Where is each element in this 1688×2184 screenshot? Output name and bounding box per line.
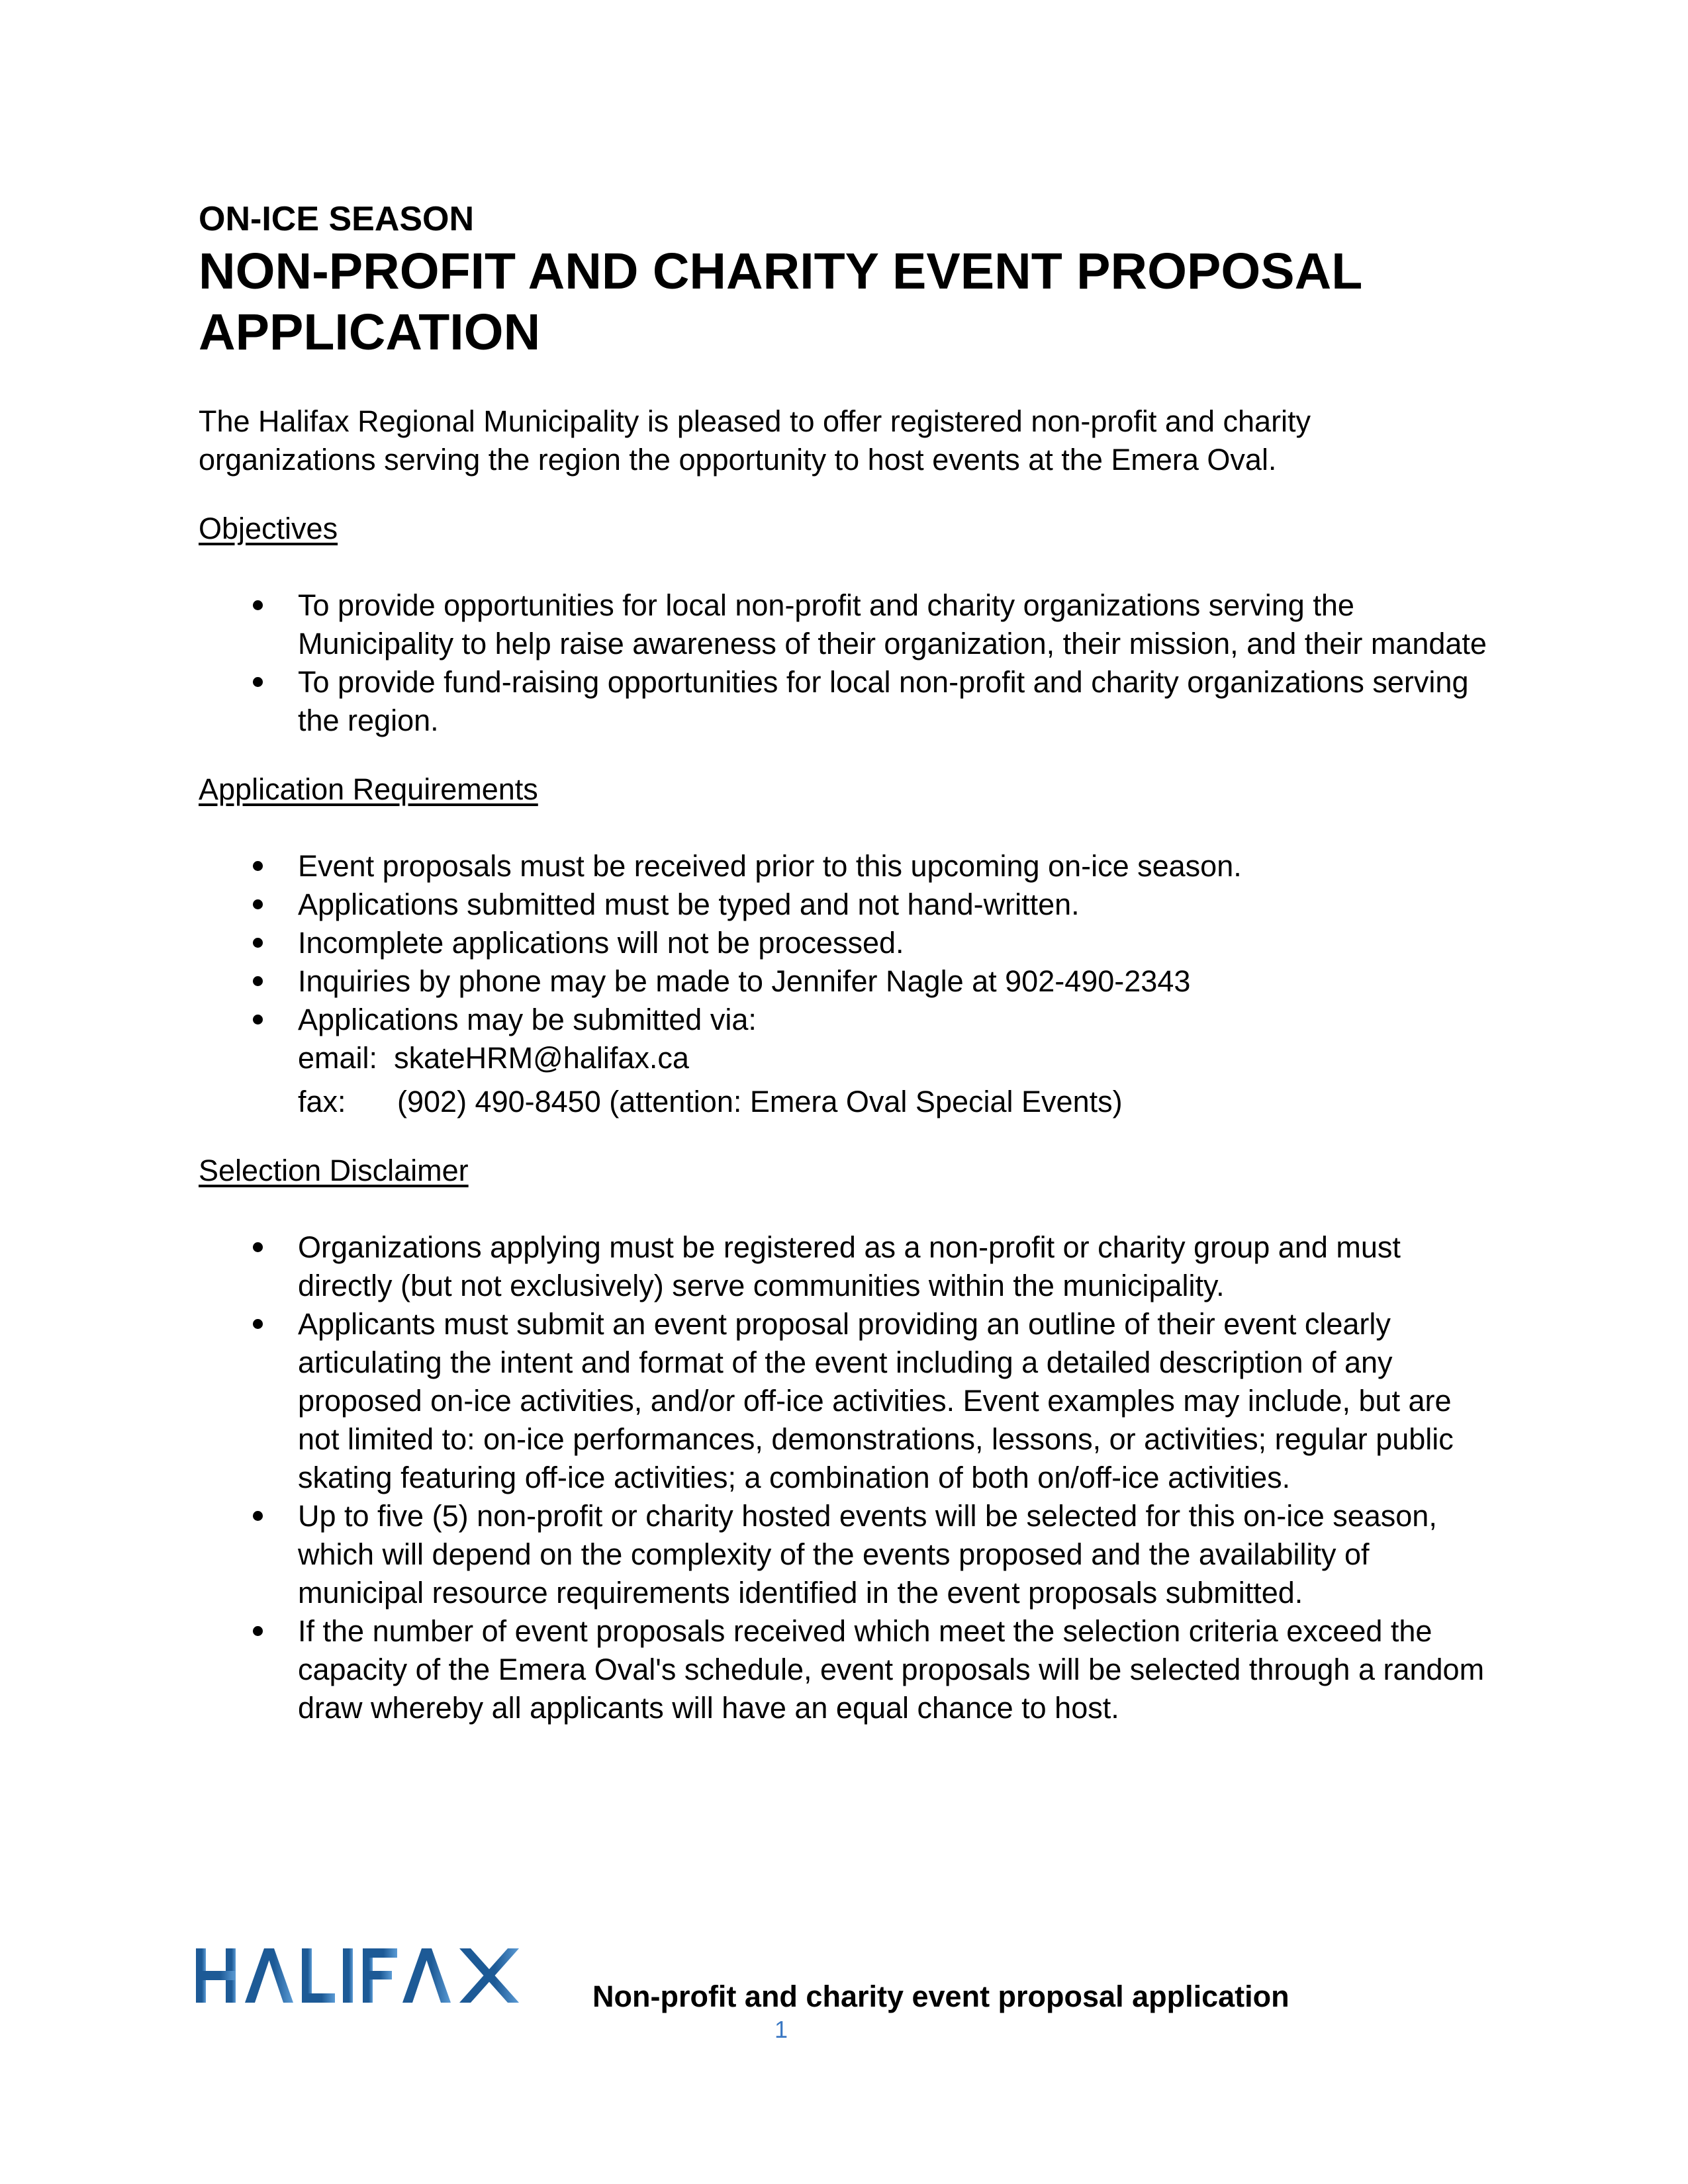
bullet-icon <box>253 899 263 909</box>
list-item <box>199 1305 1496 1497</box>
page-content <box>199 199 1496 1727</box>
bullet-icon <box>253 976 263 986</box>
list-item <box>199 586 1496 663</box>
list-item <box>199 1001 1496 1121</box>
requirements-heading: Application Requirements <box>199 772 538 806</box>
list-item-text: Up to five (5) non-profit or charity hosted events will be selected for this on-ice season, which will depend on the complexity of the events proposed and the availability of municipal resource requirements identified in the event proposals submitted. <box>298 1499 1437 1610</box>
document-supertitle: ON-ICE SEASON <box>199 200 475 238</box>
list-item <box>199 924 1496 962</box>
fax-number: (902) 490-8450 (attention: Emera Oval Special Events) <box>397 1085 1123 1118</box>
bullet-icon <box>253 1626 263 1636</box>
disclaimer-list <box>199 1228 1496 1727</box>
bullet-icon <box>253 1015 263 1024</box>
list-item <box>199 663 1496 740</box>
intro-paragraph: The Halifax Regional Municipality is pleased to offer registered non-profit and charity organizations serving the region the opportunity to host events at the Emera Oval. <box>199 404 1311 477</box>
bullet-icon <box>253 1319 263 1329</box>
list-item <box>199 886 1496 924</box>
bullet-icon <box>253 1242 263 1252</box>
bullet-icon <box>253 600 263 610</box>
list-item <box>199 962 1496 1001</box>
fax-label: fax: <box>298 1085 346 1118</box>
fax-line <box>298 1083 1496 1121</box>
list-item-text: Applications may be submitted via: <box>298 1003 757 1036</box>
bullet-icon <box>253 861 263 871</box>
halifax-logo <box>196 1946 520 2005</box>
disclaimer-heading: Selection Disclaimer <box>199 1154 469 1187</box>
requirements-list <box>199 847 1496 1121</box>
objectives-heading: Objectives <box>199 512 338 545</box>
list-item <box>199 1228 1496 1305</box>
document-title: NON-PROFIT AND CHARITY EVENT PROPOSAL APPLICATION <box>199 243 1362 361</box>
list-item-text: Applicants must submit an event proposal providing an outline of their event clearly articulating the intent and format of the event including a detailed description of any proposed on-ice activities, and/or off-ice activities. Event examples may include, but are not limited to: on-ice performances, demonstrations, lessons, or activities; regular public skating featuring off-ice activities; a combination of both on/off-ice activities. <box>298 1307 1454 1494</box>
list-item-text: Event proposals must be received prior to this upcoming on-ice season. <box>298 849 1242 883</box>
list-item <box>199 1612 1496 1727</box>
list-item <box>199 1497 1496 1612</box>
bullet-icon <box>253 677 263 687</box>
list-item-text: Organizations applying must be registered as a non-profit or charity group and must directly (but not exclusively) serve communities within the municipality. <box>298 1230 1401 1302</box>
footer-caption: Non-profit and charity event proposal application <box>592 1979 1289 2013</box>
objectives-list <box>199 586 1496 740</box>
list-item-text: To provide fund-raising opportunities for local non-profit and charity organizations serving the region. <box>298 665 1469 737</box>
list-item <box>199 847 1496 886</box>
page-number: 1 <box>774 2016 788 2043</box>
email-label: email: <box>298 1041 378 1075</box>
list-item-text: If the number of event proposals received which meet the selection criteria exceed the capacity of the Emera Oval's schedule, event proposals will be selected through a random draw whereby all applicants will have an equal chance to host. <box>298 1614 1485 1725</box>
list-item-text: Inquiries by phone may be made to Jennifer Nagle at 902-490-2343 <box>298 964 1191 998</box>
bullet-icon <box>253 938 263 948</box>
email-address: skateHRM@halifax.ca <box>394 1041 689 1075</box>
email-line <box>298 1039 1496 1077</box>
list-item-text: Incomplete applications will not be processed. <box>298 926 904 960</box>
list-item-text: To provide opportunities for local non-profit and charity organizations serving the Municipality to help raise awareness of their organization, their mission, and their mandate <box>298 588 1487 660</box>
list-item-text: Applications submitted must be typed and not hand-written. <box>298 887 1080 921</box>
page-footer <box>0 1946 1688 2078</box>
bullet-icon <box>253 1511 263 1521</box>
